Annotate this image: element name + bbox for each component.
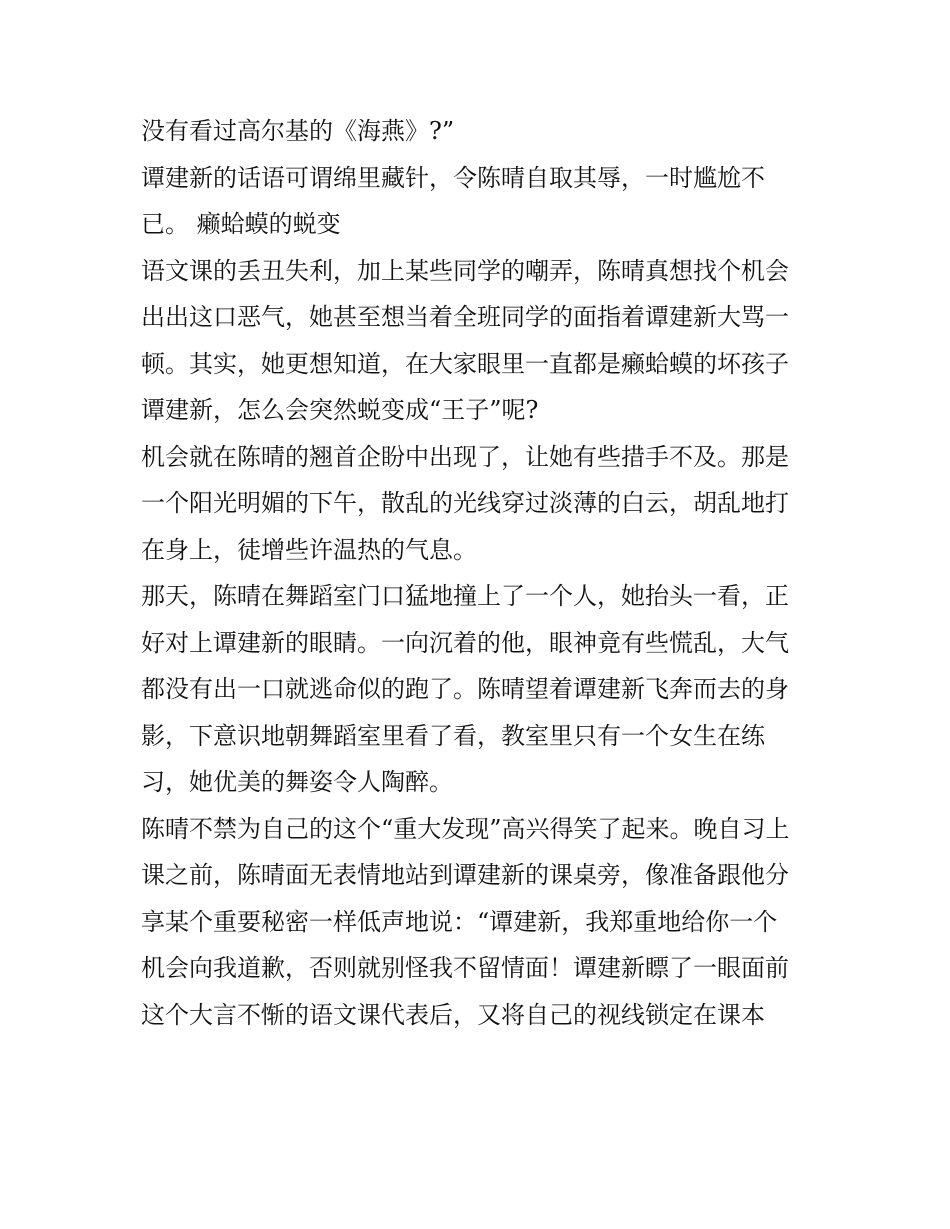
- document-body-text: [141, 108, 813, 1038]
- text-line: 习，她优美的舞姿令人陶醉。: [141, 768, 453, 796]
- text-line: 机会就在陈晴的翘首企盼中出现了，让她有些措手不及。那是: [141, 442, 789, 471]
- text-line: 出出这口恶气，她甚至想当着全班同学的面指着谭建新大骂一: [141, 303, 789, 331]
- text-line: 影，下意识地朝舞蹈室里看了看，教室里只有一个女生在练: [141, 721, 765, 750]
- text-line: 都没有出一口就逃命似的跑了。陈晴望着谭建新飞奔而去的身: [141, 675, 789, 703]
- text-line: 已。 癞蛤蟆的蜕变: [141, 210, 341, 238]
- text-line: 谭建新的话语可谓绵里藏针，令陈晴自取其辱，一时尴尬不: [141, 163, 765, 192]
- text-line: 语文课的丢丑失利，加上某些同学的嘲弄，陈晴真想找个机会: [141, 256, 789, 285]
- text-line: 一个阳光明媚的下午，散乱的光线穿过淡薄的白云，胡乱地打: [141, 489, 789, 517]
- text-line: 好对上谭建新的眼睛。一向沉着的他，眼神竟有些慌乱，大气: [141, 628, 789, 657]
- text-line: 谭建新，怎么会突然蜕变成“王子”呢?: [141, 396, 539, 424]
- text-line: 没有看过高尔基的《海燕》?”: [141, 117, 455, 145]
- text-line: 顿。其实，她更想知道，在大家眼里一直都是癞蛤蟆的坏孩子: [141, 349, 789, 378]
- text-line: 享某个重要秘密一样低声地说：“谭建新，我郑重地给你一个: [141, 907, 778, 936]
- text-line: 这个大言不惭的语文课代表后，又将自己的视线锁定在课本: [141, 1000, 765, 1029]
- text-line: 陈晴不禁为自己的这个“重大发现”高兴得笑了起来。晚自习上: [141, 814, 790, 843]
- text-line: 在身上，徒增些许温热的气息。: [141, 535, 477, 564]
- text-line: 课之前，陈晴面无表情地站到谭建新的课桌旁，像准备跟他分: [141, 861, 789, 889]
- text-line: 那天，陈晴在舞蹈室门口猛地撞上了一个人，她抬头一看，正: [141, 582, 789, 610]
- text-line: 机会向我道歉，否则就别怪我不留情面！谭建新瞟了一眼面前: [141, 954, 789, 982]
